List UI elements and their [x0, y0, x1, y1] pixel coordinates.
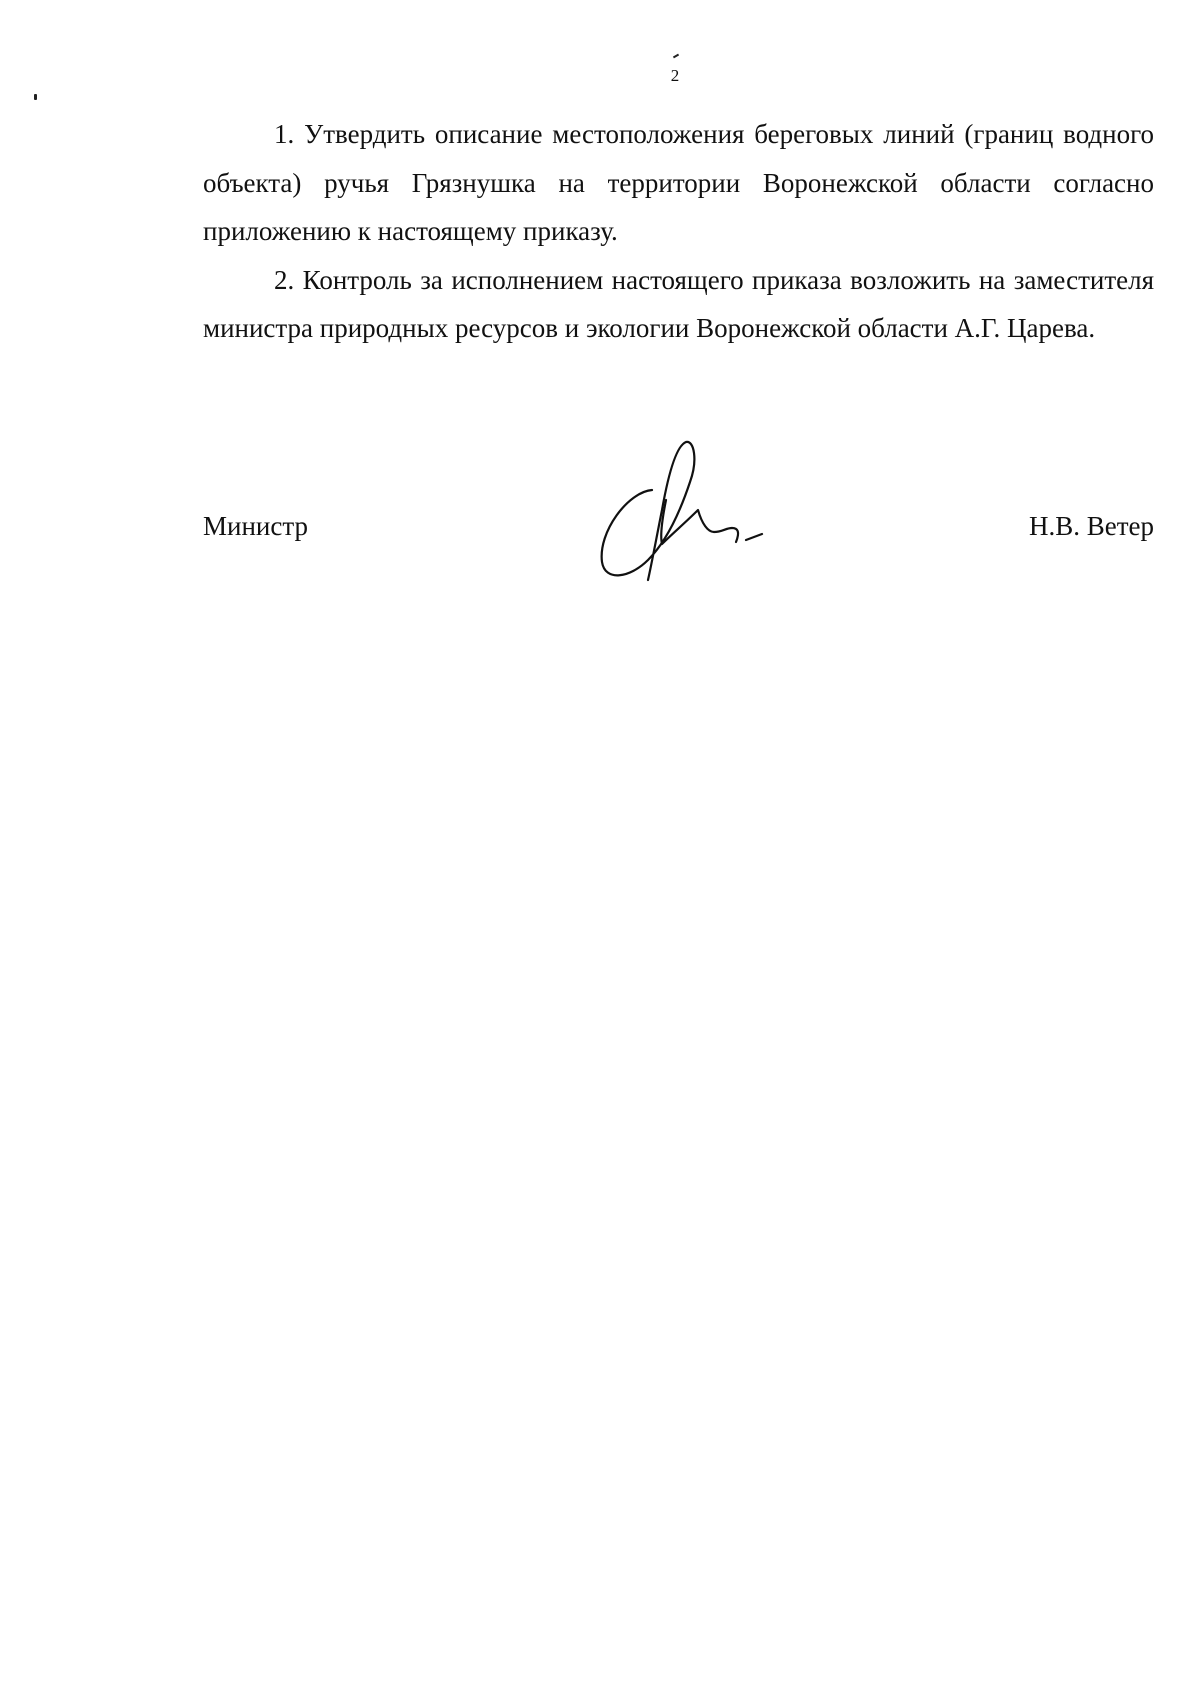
signature-loop-stroke — [602, 442, 695, 580]
signature-tail-stroke — [732, 528, 738, 542]
paragraph-control-assignment: 2. Контроль за исполнением настоящего приказа возложить на заместителя министра природных ресурсов и экологии Воронежской области А.Г. Царева. — [203, 264, 1154, 343]
signatory-title: Министр — [203, 511, 308, 541]
paragraph-approve-description: 1. Утвердить описание местоположения береговых линий (границ водного объекта) ручья Грязнушка на территории Воронежской области согласно приложению к настоящему приказу. — [203, 119, 1154, 246]
page-number-mark — [673, 54, 679, 59]
handwritten-signature — [590, 432, 780, 582]
scan-speck — [34, 94, 37, 100]
page-number: 2 — [670, 66, 680, 85]
document-body — [203, 110, 1154, 353]
signature-inner-stroke — [661, 500, 732, 544]
signature-dash-stroke — [746, 534, 762, 540]
signatory-name: Н.В. Ветер — [1028, 511, 1154, 541]
